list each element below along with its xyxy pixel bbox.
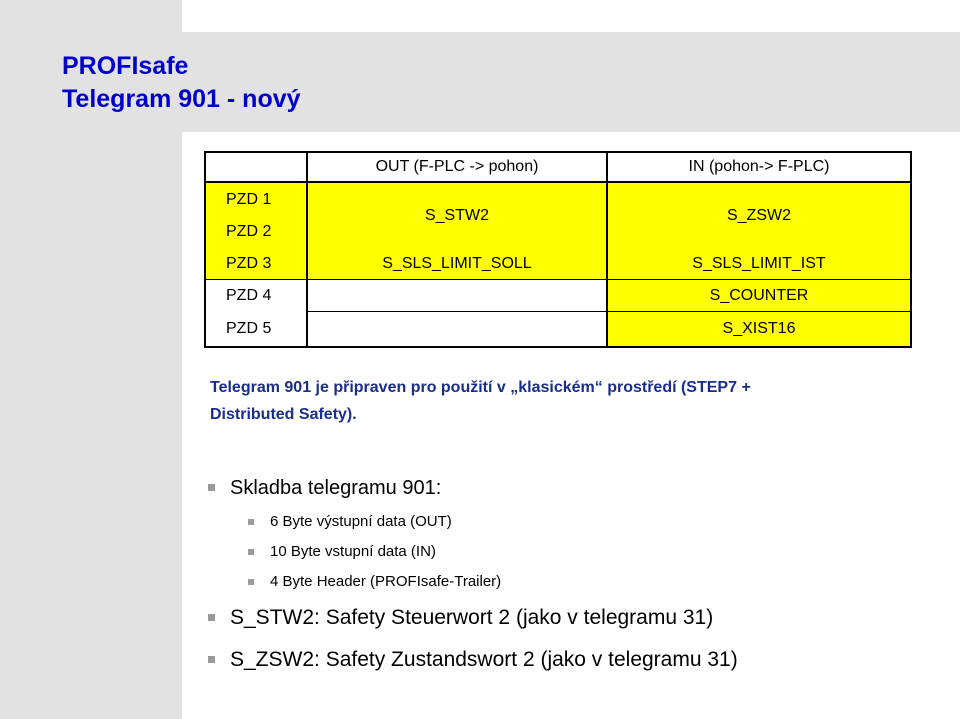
row-label-pzd4: PZD 4 — [226, 287, 272, 304]
row-label-pzd3: PZD 3 — [206, 248, 306, 280]
slide-title — [62, 50, 301, 116]
out-s-stw2: S_STW2 — [306, 183, 606, 248]
bullet-structure: Skladba telegramu 901: — [208, 474, 738, 502]
row-label-pzd2: PZD 2 — [206, 216, 306, 248]
telegram-note — [210, 374, 930, 428]
note-line-1: Telegram 901 je připraven pro použití v „klasickém“ prostředí (STEP7 + — [210, 379, 751, 396]
in-s-counter: S_COUNTER — [606, 280, 910, 312]
in-s-xist16: S_XIST16 — [606, 312, 910, 346]
bullet-out-bytes: 6 Byte výstupní data (OUT) — [208, 512, 738, 532]
out-s-sls-limit-soll: S_SLS_LIMIT_SOLL — [306, 248, 606, 280]
bullet-list — [208, 474, 738, 674]
header-corner-cell — [206, 153, 306, 183]
out-empty-pzd5 — [306, 312, 606, 346]
title-line-2: Telegram 901 - nový — [62, 85, 301, 113]
out-empty-pzd4 — [306, 280, 606, 312]
header-out: OUT (F-PLC -> pohon) — [306, 153, 606, 183]
in-s-zsw2: S_ZSW2 — [606, 183, 910, 248]
bullet-in-bytes: 10 Byte vstupní data (IN) — [208, 542, 738, 562]
bullet-zsw2: S_ZSW2: Safety Zustandswort 2 (jako v telegramu 31) — [208, 646, 738, 674]
note-line-2: Distributed Safety). — [210, 406, 357, 423]
header-in: IN (pohon-> F-PLC) — [606, 153, 910, 183]
row-label-pzd5: PZD 5 — [226, 320, 272, 337]
title-line-1: PROFIsafe — [62, 52, 189, 80]
bullet-stw2: S_STW2: Safety Steuerwort 2 (jako v telegramu 31) — [208, 604, 738, 632]
in-s-sls-limit-ist: S_SLS_LIMIT_IST — [606, 248, 910, 280]
row-label-pzd1: PZD 1 — [206, 183, 306, 216]
telegram-table — [204, 151, 912, 348]
bullet-header-bytes: 4 Byte Header (PROFIsafe-Trailer) — [208, 572, 738, 592]
